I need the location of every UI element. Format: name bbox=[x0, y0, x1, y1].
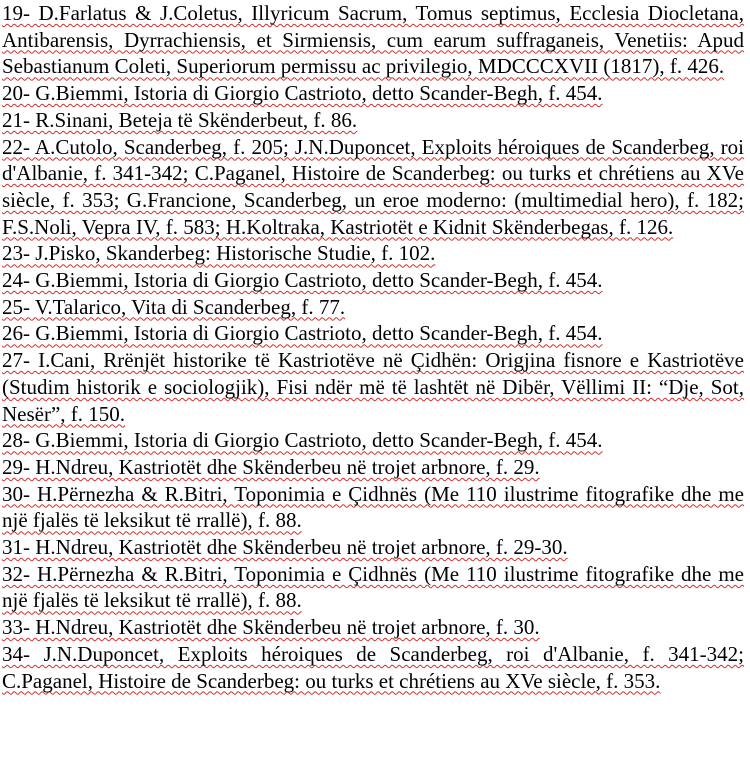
footnote-24 bbox=[2, 267, 744, 294]
footnote-text: 29- H.Ndreu, Kastriotët dhe Skënderbeu në trojet arbnore, f. 29. bbox=[2, 454, 540, 479]
footnote-23 bbox=[2, 240, 744, 267]
footnote-22 bbox=[2, 134, 744, 241]
footnote-text: 30- H.Përnezha & R.Bitri, Toponimia e Çidhnës (Me 110 ilustrime fitografike dhe me një fjalës të leksikut të rrallë), f. 88. bbox=[2, 481, 744, 533]
footnote-27 bbox=[2, 347, 744, 427]
footnote-text: 33- H.Ndreu, Kastriotët dhe Skënderbeu në trojet arbnore, f. 30. bbox=[2, 615, 540, 640]
footnote-29 bbox=[2, 454, 744, 481]
footnote-26 bbox=[2, 320, 744, 347]
footnote-text: 23- J.Pisko, Skanderbeg: Historische Studie, f. 102. bbox=[2, 241, 436, 266]
footnote-text: 34- J.N.Duponcet, Exploits héroiques de Scanderbeg, roi d'Albanie, f. 341-342; C.Paganel, Histoire de Scanderbeg: ou turks et chrétiens au XVe siècle, f. 353. bbox=[2, 641, 744, 693]
footnote-32 bbox=[2, 561, 744, 614]
footnote-text: 20- G.Biemmi, Istoria di Giorgio Castrioto, detto Scander-Begh, f. 454. bbox=[2, 81, 603, 106]
footnote-33 bbox=[2, 614, 744, 641]
footnote-31 bbox=[2, 534, 744, 561]
footnote-text: 31- H.Ndreu, Kastriotët dhe Skënderbeu në trojet arbnore, f. 29-30. bbox=[2, 535, 568, 560]
footnote-text: 22- A.Cutolo, Scanderbeg, f. 205; J.N.Duponcet, Exploits héroiques de Scanderbeg, roi d'Albanie, f. 341-342; C.Paganel, Histoire de Scanderbeg: ou turks et chrétiens au XVe siècle, f. 353; G.Francione, Scanderbeg, un eroe moderno: (multimedial hero), f. 182; F.S.Noli, Vepra IV, f. 583; H.Koltraka, Kastriotët e Kidnit Skënderbegas, f. 126. bbox=[2, 134, 744, 239]
footnote-30 bbox=[2, 481, 744, 534]
footnote-text: 19- D.Farlatus & J.Coletus, Illyricum Sacrum, Tomus septimus, Ecclesia Diocletana, Antibarensis, Dyrrachiensis, et Sirmiensis, cum earum suffraganeis, Venetiis: Apud Sebastianum Coleti, Superiorum permissu ac privilegio, MDCCCXVII (1817), f. 426. bbox=[2, 1, 744, 79]
footnote-text: 25- V.Talarico, Vita di Scanderbeg, f. 77. bbox=[2, 294, 346, 319]
footnote-20 bbox=[2, 80, 744, 107]
footnote-text: 28- G.Biemmi, Istoria di Giorgio Castrioto, detto Scander-Begh, f. 454. bbox=[2, 428, 603, 453]
footnote-25 bbox=[2, 294, 744, 321]
footnote-34 bbox=[2, 641, 744, 694]
footnote-text: 26- G.Biemmi, Istoria di Giorgio Castrioto, detto Scander-Begh, f. 454. bbox=[2, 321, 603, 346]
footnote-28 bbox=[2, 427, 744, 454]
footnote-text: 24- G.Biemmi, Istoria di Giorgio Castrioto, detto Scander-Begh, f. 454. bbox=[2, 268, 603, 293]
footnote-19 bbox=[2, 0, 744, 80]
footnote-text: 21- R.Sinani, Beteja të Skënderbeut, f. 86. bbox=[2, 107, 358, 132]
footnote-21 bbox=[2, 107, 744, 134]
footnote-text: 32- H.Përnezha & R.Bitri, Toponimia e Çidhnës (Me 110 ilustrime fitografike dhe me një fjalës të leksikut të rrallë), f. 88. bbox=[2, 561, 744, 613]
footnote-text: 27- I.Cani, Rrënjët historike të Kastriotëve në Çidhën: Origjina fisnore e Kastriotëve (Studim historik e sociologjik), Fisi ndër më të lashtët në Dibër, Vëllimi II: “Dje, Sot, Nesër”, f. 150. bbox=[2, 348, 744, 426]
